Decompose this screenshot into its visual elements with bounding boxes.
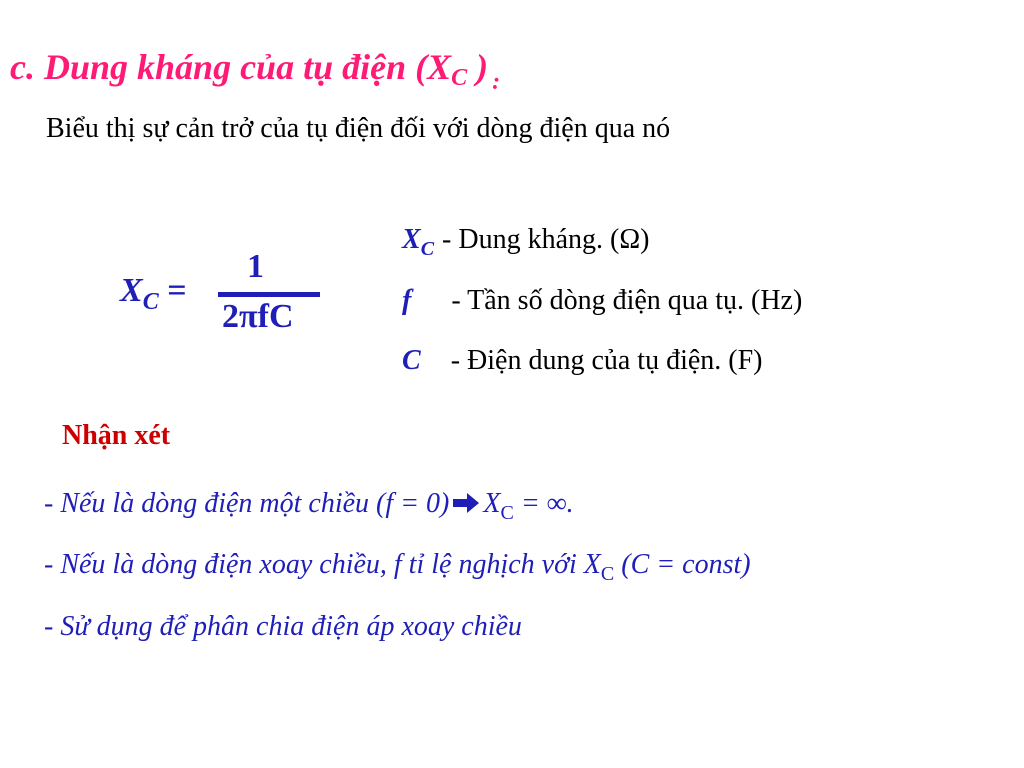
legend-row-f: [402, 285, 802, 317]
remark-text: - Sử dụng để phân chia điện áp xoay chiều: [44, 611, 522, 642]
remark-subscript: C: [500, 502, 514, 524]
fraction-bar: [218, 292, 320, 297]
legend-symbol-letter: X: [402, 224, 421, 255]
legend-description: - Tần số dòng điện qua tụ. (Hz): [451, 285, 803, 316]
remark-item-dc: [44, 488, 574, 525]
remark-text: - Nếu là dòng điện một chiều (f = 0): [44, 488, 450, 519]
formula-lhs: [120, 272, 187, 316]
formula-symbol: X: [120, 272, 143, 309]
formula-numerator: 1: [247, 248, 264, 285]
remark-title: Nhận xét: [62, 420, 171, 451]
remark-item-ac: [44, 549, 751, 586]
formula-subscript: C: [142, 289, 159, 315]
remark-text-end: (C = const): [614, 549, 751, 580]
heading-text: c. Dung kháng của tụ điện (X: [10, 47, 452, 87]
heading-subscript: C: [451, 65, 468, 91]
remark-text: - Nếu là dòng điện xoay chiều, f tỉ lệ nghịch với X: [44, 549, 601, 580]
section-heading: [10, 46, 500, 96]
right-arrow-icon: [451, 491, 481, 523]
legend-description: - Dung kháng. (Ω): [442, 224, 650, 255]
heading-close: ): [467, 47, 489, 87]
legend-symbol: [402, 224, 435, 260]
formula-denominator: 2πfC: [222, 298, 294, 335]
remark-subscript: C: [600, 563, 615, 585]
legend-symbol: f: [402, 285, 412, 316]
remark-text-end: = ∞.: [513, 488, 574, 519]
legend-row-xc: [402, 224, 649, 261]
legend-symbol-sub: C: [420, 238, 435, 260]
legend-description: - Điện dung của tụ điện. (F): [450, 345, 763, 376]
remark-item-divider: [44, 611, 522, 643]
intro-text: Biểu thị sự cản trở của tụ điện đối với dòng điện qua nó: [46, 113, 671, 144]
heading-colon: :: [492, 69, 501, 95]
formula-equals: =: [167, 272, 187, 309]
remark-symbol: X: [483, 488, 501, 519]
legend-row-c: [402, 345, 763, 377]
legend-symbol: C: [402, 345, 421, 376]
